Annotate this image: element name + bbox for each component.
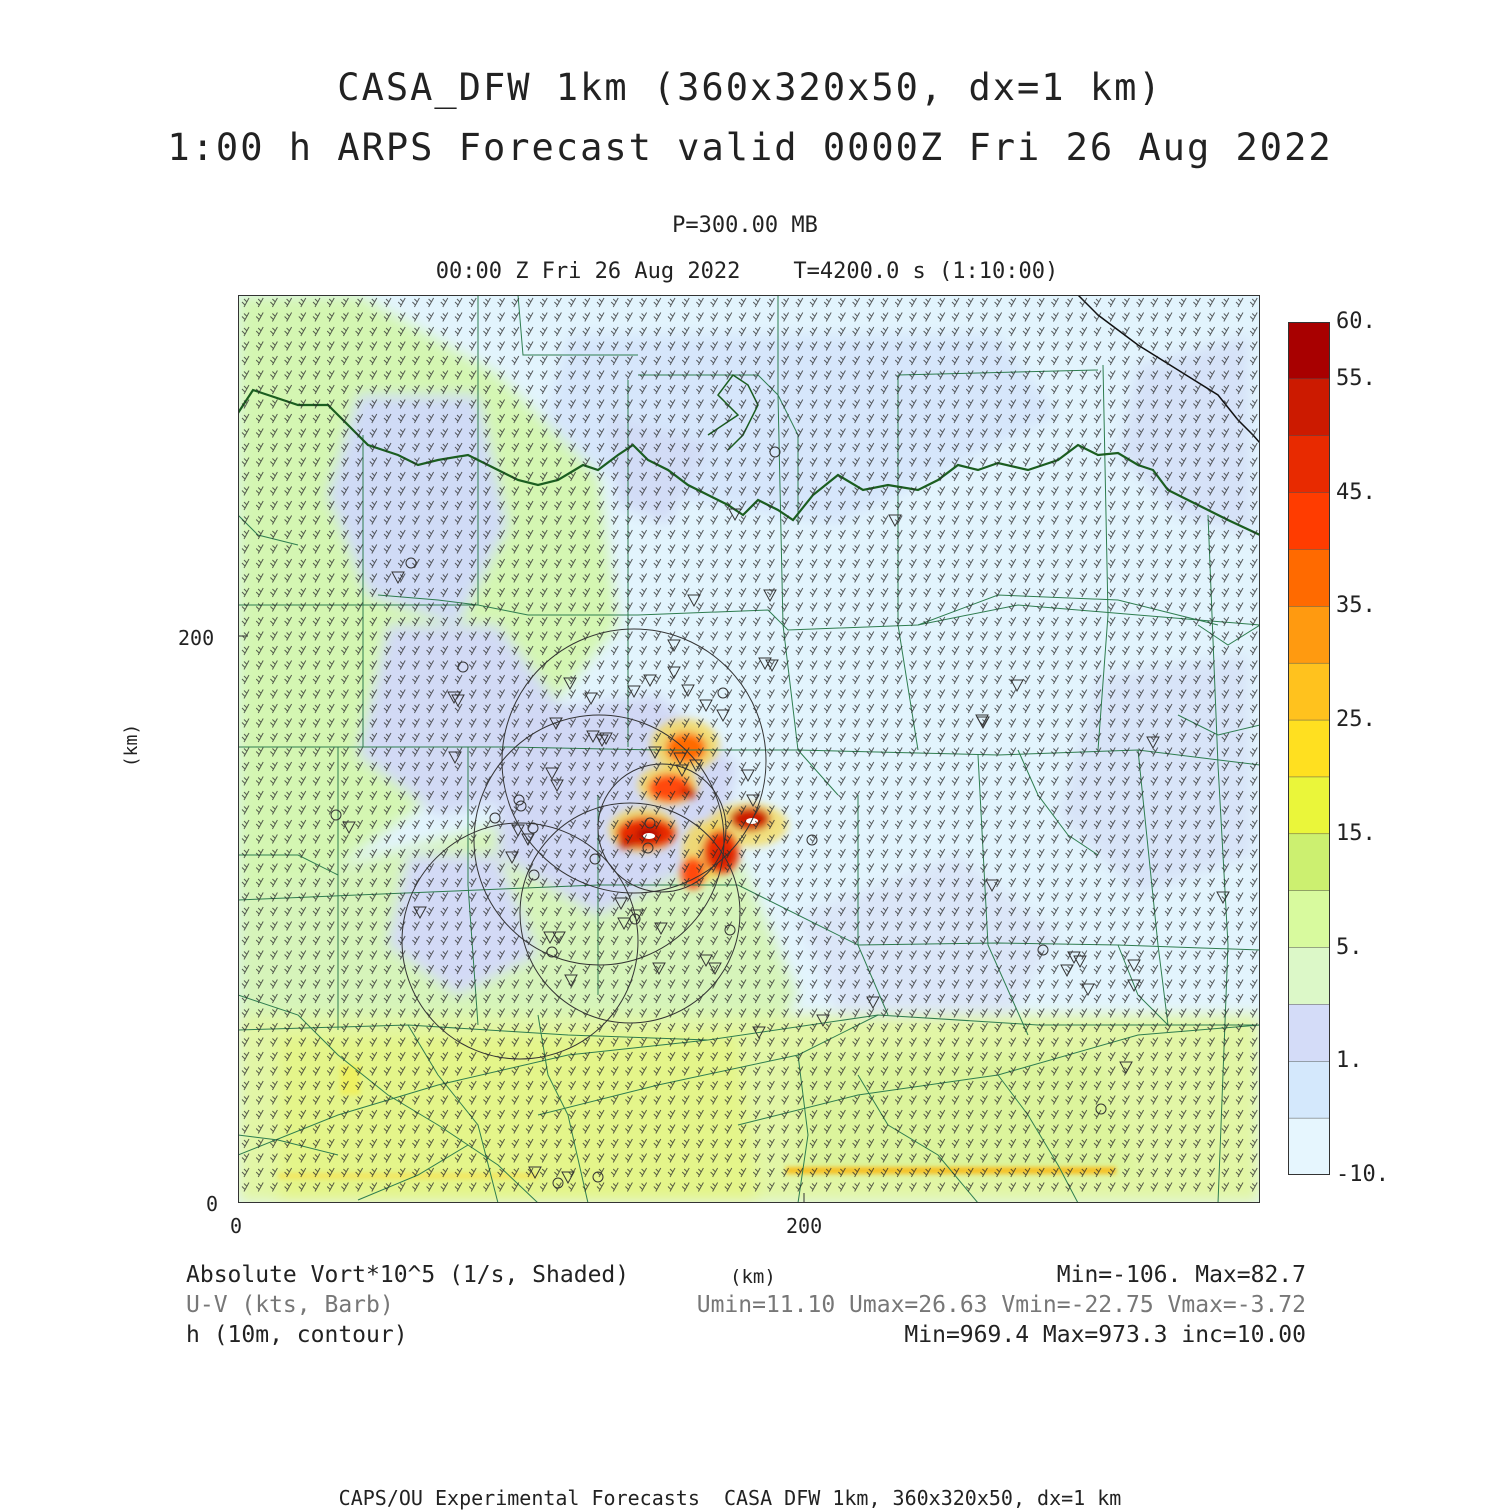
legend-field-2: U-V (kts, Barb) — [186, 1292, 394, 1318]
colorbar-swatch — [1288, 1061, 1330, 1118]
legend-stats-2: Umin=11.10 Umax=26.63 Vmin=-22.75 Vmax=-3.72 — [696, 1292, 1306, 1318]
colorbar-label: 35. — [1336, 593, 1376, 619]
colorbar-swatch — [1288, 720, 1330, 777]
colorbar-swatch — [1288, 891, 1330, 948]
colorbar-swatch — [1288, 436, 1330, 493]
colorbar-label: 55. — [1336, 365, 1376, 391]
colorbar-swatch — [1288, 1004, 1330, 1061]
title-line-1: CASA_DFW 1km (360x320x50, dx=1 km) — [337, 66, 1163, 109]
x-axis-label: (km) — [730, 1266, 776, 1288]
colorbar-swatches — [1288, 322, 1330, 1175]
y-axis-label: (km) — [121, 723, 143, 768]
title-line-2: 1:00 h ARPS Forecast valid 0000Z Fri 26 Aug 2022 — [167, 126, 1333, 169]
colorbar-label: 5. — [1336, 934, 1363, 960]
colorbar-swatch — [1288, 493, 1330, 550]
colorbar-label: 25. — [1336, 707, 1376, 733]
colorbar-label: 15. — [1336, 820, 1376, 846]
colorbar-swatch — [1288, 948, 1330, 1005]
x-tick-200: 200 — [786, 1214, 823, 1238]
colorbar-label: 1. — [1336, 1048, 1363, 1074]
colorbar-swatch — [1288, 777, 1330, 834]
y-tick-0: 0 — [206, 1192, 219, 1216]
valid-time: 00:00 Z Fri 26 Aug 2022 T=4200.0 s (1:10:00) — [435, 259, 1059, 284]
colorbar-swatch — [1288, 663, 1330, 720]
legend-field-1: Absolute Vort*10^5 (1/s, Shaded) — [186, 1262, 630, 1288]
legend-stats-3: Min=969.4 Max=973.3 inc=10.00 — [904, 1322, 1306, 1348]
colorbar-swatch — [1288, 322, 1330, 379]
colorbar-swatch — [1288, 1118, 1330, 1175]
colorbar-swatch — [1288, 606, 1330, 663]
vorticity-map — [238, 295, 1260, 1203]
legend-field-3: h (10m, contour) — [186, 1322, 408, 1348]
colorbar-label: -10. — [1336, 1162, 1389, 1187]
colorbar-swatch — [1288, 834, 1330, 891]
colorbar-swatch — [1288, 379, 1330, 436]
x-tick-0: 0 — [230, 1214, 243, 1238]
legend-stats-1: Min=-106. Max=82.7 — [1056, 1262, 1306, 1288]
colorbar — [1288, 322, 1330, 1175]
colorbar-label: 45. — [1336, 479, 1376, 505]
y-tick-200: 200 — [178, 626, 215, 650]
colorbar-label: 60. — [1336, 309, 1376, 334]
pressure-level: P=300.00 MB — [672, 213, 818, 238]
colorbar-swatch — [1288, 549, 1330, 606]
credit-line: CAPS/OU Experimental Forecasts CASA DFW 1km, 360x320x50, dx=1 km — [338, 1486, 1122, 1510]
